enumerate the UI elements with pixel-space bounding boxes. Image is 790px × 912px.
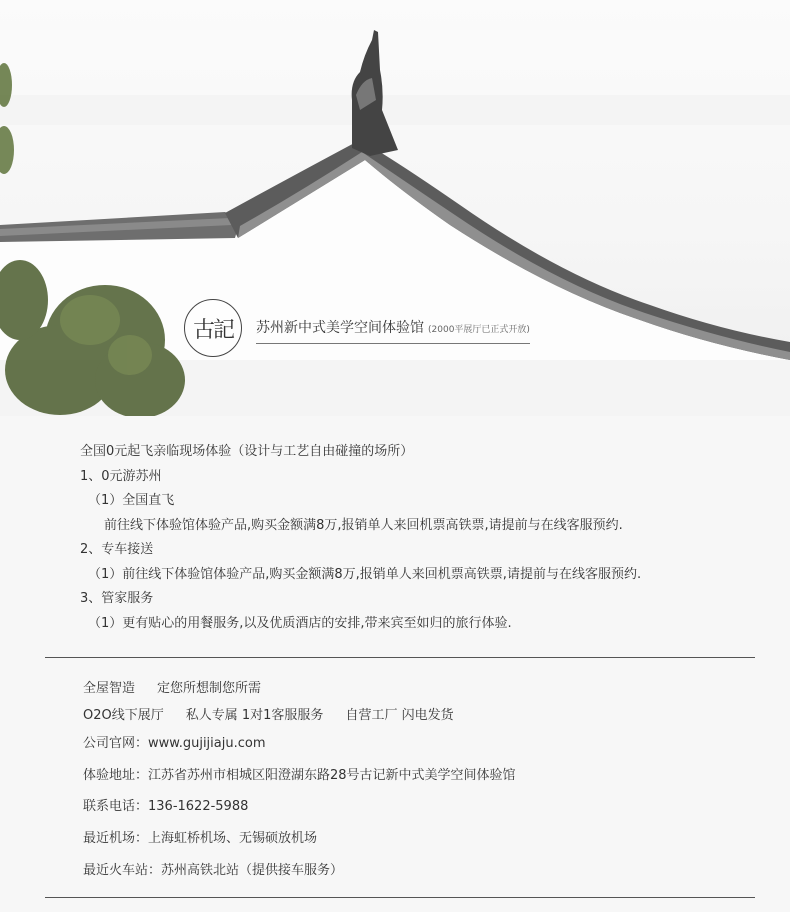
feature-b: 私人专属 1对1客服服务 (185, 708, 324, 723)
item3-title: 3、管家服务 (80, 591, 154, 606)
item1-description: 前往线下体验馆体验产品,购买金额满8万,报销单人来回机票高铁票,请提前与在线客服预约. (104, 517, 623, 533)
airport-line: 最近机场：上海虹桥机场、无锡硕放机场 (83, 831, 318, 846)
slogan-row (83, 677, 261, 696)
item2-title: 2、专车接送 (80, 542, 154, 557)
feature-row (83, 704, 454, 723)
phone-line: 联系电话：136-1622-5988 (83, 799, 249, 814)
feature-a: O2O线下展厅 (83, 708, 164, 723)
slogan-b: 定您所想制您所需 (157, 681, 262, 696)
brand-note: (2000平展厅已正式开放) (428, 324, 530, 335)
service-info (0, 416, 790, 636)
train-line: 最近火车站：苏州高铁北站（提供接车服务） (83, 863, 344, 878)
divider-bottom (45, 897, 755, 898)
brand-text (256, 317, 530, 344)
brand-name: 苏州新中式美学空间体验馆 (256, 319, 424, 336)
intro-text: 全国0元起飞亲临现场体验（设计与工艺自由碰撞的场所） (80, 444, 414, 459)
item1-title: 1、0元游苏州 (80, 468, 162, 484)
feature-c: 自营工厂 闪电发货 (345, 708, 454, 723)
brand-logo: 古記 (184, 299, 242, 357)
website-line: 公司官网：www.gujijiaju.com (83, 736, 266, 751)
address-line: 体验地址：江苏省苏州市相城区阳澄湖东路28号古记新中式美学空间体验馆 (83, 768, 516, 783)
divider-top (45, 657, 755, 658)
item1-subtitle: （1）全国直飞 (88, 493, 175, 508)
item2-description: （1）前往线下体验馆体验产品,购买金额满8万,报销单人来回机票高铁票,请提前与在线客服预约. (88, 566, 642, 582)
item3-description: （1）更有贴心的用餐服务,以及优质酒店的安排,带来宾至如归的旅行体验. (88, 615, 512, 631)
hero-banner (0, 0, 790, 416)
slogan-a: 全屋智造 (83, 681, 136, 696)
brand-block (184, 299, 530, 357)
